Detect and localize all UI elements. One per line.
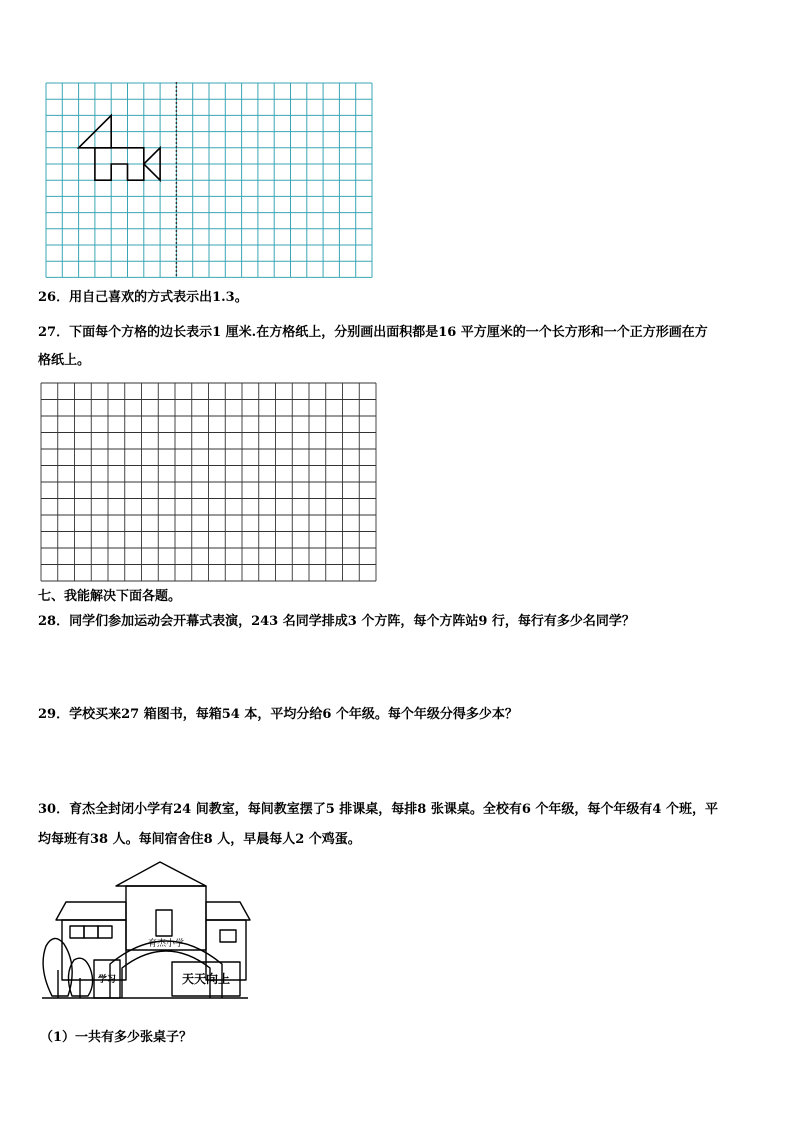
- question-27-line2: 格纸上。: [38, 353, 91, 368]
- square-grid: [40, 382, 378, 582]
- right-sign-text: 天天向上: [181, 972, 231, 986]
- left-roof: [56, 902, 126, 920]
- question-29: 29．学校买来27 箱图书，每箱54 本，平均分给6 个年级。每个年级分得多少本？: [38, 707, 518, 722]
- right-window: [220, 930, 236, 942]
- gate-arch-text: 育杰小学: [147, 939, 185, 949]
- symmetry-grid: [45, 82, 375, 278]
- question-27-line1: 27．下面每个方格的边长表示1 厘米.在方格纸上，分别画出面积都是16 平方厘米的一个长方形和一个正方形画在方: [38, 325, 708, 340]
- left-window-3: [98, 926, 112, 938]
- school-building-illustration: [38, 858, 253, 1006]
- section-7-title: 七、我能解决下面各题。: [38, 589, 182, 604]
- question-30-line1: 30．育杰全封闭小学有24 间教室，每间教室摆了5 排课桌，每排8 张课桌。全校有6 个年级，每个年级有4 个班，平: [38, 802, 718, 817]
- question-30-1: （1）一共有多少张桌子？: [40, 1030, 193, 1045]
- question-26: 26．用自己喜欢的方式表示出1.3。: [38, 290, 248, 305]
- center-roof: [116, 862, 206, 886]
- left-sign-text: 学习: [97, 975, 117, 985]
- question-30-line2: 均每班有38 人。每间宿舍住8 人，早晨每人2 个鸡蛋。: [38, 832, 361, 847]
- question-28: 28．同学们参加运动会开幕式表演，243 名同学排成3 个方阵，每个方阵站9 行，每行有多少名同学？: [38, 614, 635, 629]
- right-roof: [206, 902, 250, 920]
- center-window: [156, 910, 172, 936]
- left-window-2: [84, 926, 98, 938]
- left-window-1: [70, 926, 84, 938]
